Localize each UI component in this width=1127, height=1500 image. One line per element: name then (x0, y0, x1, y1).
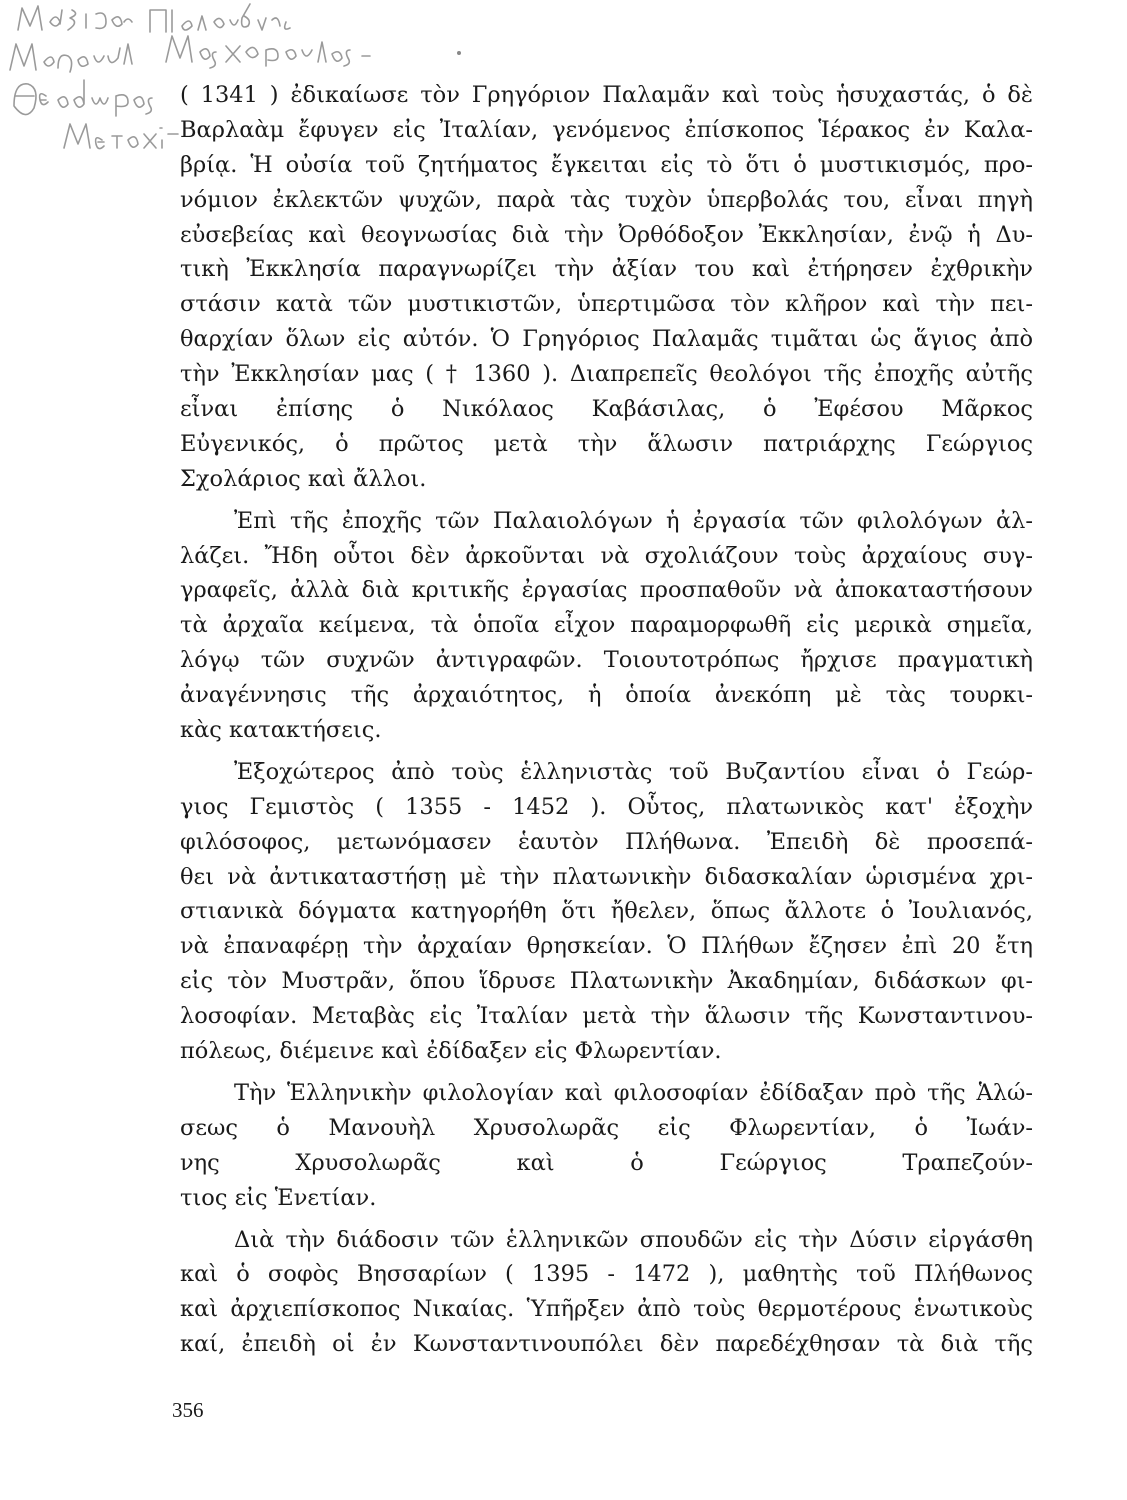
text-line: θαρχίαν ὅλων εἰς αὐτόν. Ὁ Γρηγόριος Παλαμᾶς τιμᾶται ὡς ἅγιος ἀπὸ (180, 326, 1033, 353)
text-line: νης Χρυσολωρᾶς καὶ ὁ Γεώργιος Τραπεζούν- (180, 1149, 1033, 1176)
text-line: τὰ ἀρχαῖα κείμενα, τὰ ὁποῖα εἶχον παραμορφωθῆ εἰς μερικὰ σημεῖα, (180, 612, 1033, 639)
text-line: καί, ἐπειδὴ οἱ ἐν Κωνσταντινουπόλει δὲν παρεδέχθησαν τὰ διὰ τῆς (180, 1331, 1033, 1358)
text-line: Εὐγενικός, ὁ πρῶτος μετὰ τὴν ἅλωσιν πατριάρχης Γεώργιος (180, 430, 1033, 457)
text-line: νόμιον ἐκλεκτῶν ψυχῶν, παρὰ τὰς τυχὸν ὑπερβολάς του, εἶναι πηγὴ (180, 186, 1033, 213)
text-line: ( 1341 ) ἐδικαίωσε τὸν Γρηγόριον Παλαμᾶν καὶ τοὺς ἡσυχαστάς, ὁ δὲ (180, 82, 1033, 108)
text-line: εὐσεβείας καὶ θεογνωσίας διὰ τὴν Ὀρθόδοξον Ἐκκλησίαν, ἐνῷ ἡ Δυ- (180, 221, 1033, 248)
text-line: στιανικὰ δόγματα κατηγορήθη ὅτι ἤθελεν, ὅπως ἄλλοτε ὁ Ἰουλιανός, (180, 898, 1033, 925)
text-line: κὰς κατακτήσεις. (180, 717, 382, 744)
text-line: λάζει. Ἤδη οὗτοι δὲν ἀρκοῦνται νὰ σχολιάζουν τοὺς ἀρχαίους συγ- (180, 542, 1033, 569)
text-line: Διὰ τὴν διάδοσιν τῶν ἑλληνικῶν σπουδῶν εἰς τὴν Δύσιν εἰργάσθη (234, 1226, 1033, 1253)
text-line: εἰς τὸν Μυστρᾶν, ὅπου ἵδρυσε Πλατωνικὴν Ἀκαδημίαν, διδάσκων φι- (180, 968, 1033, 995)
page-number: 356 (172, 1398, 204, 1422)
text-line: εἶναι ἐπίσης ὁ Νικόλαος Καβάσιλας, ὁ Ἐφέσου Μᾶρκος (180, 396, 1033, 423)
text-line: τικὴ Ἐκκλησία παραγνωρίζει τὴν ἀξίαν του καὶ ἐτήρησεν ἐχθρικὴν (180, 256, 1033, 283)
text-line: Τὴν Ἑλληνικὴν φιλολογίαν καὶ φιλοσοφίαν ἐδίδαξαν πρὸ τῆς Ἁλώ- (234, 1079, 1033, 1106)
text-line: Ἐπὶ τῆς ἐποχῆς τῶν Παλαιολόγων ἡ ἐργασία τῶν φιλολόγων ἀλ- (234, 507, 1033, 534)
text-line: Ἐξοχώτερος ἀπὸ τοὺς ἑλληνιστὰς τοῦ Βυζαντίου εἶναι ὁ Γεώρ- (234, 758, 1033, 785)
text-line: τιος εἰς Ἑνετίαν. (180, 1184, 377, 1211)
text-line: λόγῳ τῶν συχνῶν ἀντιγραφῶν. Τοιουτοτρόπως ἤρχισε πραγματικὴ (180, 647, 1033, 674)
print-speck (457, 51, 461, 55)
text-line: λοσοφίαν. Μεταβὰς εἰς Ἰταλίαν μετὰ τὴν ἅλωσιν τῆς Κωνσταντινου- (180, 1003, 1033, 1030)
text-line: θει νὰ ἀντικαταστήσῃ μὲ τὴν πλατωνικὴν διδασκαλίαν ὡρισμένα χρι- (180, 863, 1033, 890)
text-line: τὴν Ἐκκλησίαν μας ( † 1360 ). Διαπρεπεῖς θεολόγοι τῆς ἐποχῆς αὐτῆς (180, 361, 1033, 388)
text-line: καὶ ἀρχιεπίσκοπος Νικαίας. Ὑπῆρξεν ἀπὸ τοὺς θερμοτέρους ἑνωτικοὺς (180, 1296, 1033, 1323)
text-line: στάσιν κατὰ τῶν μυστικιστῶν, ὑπερτιμῶσα τὸν κλῆρον καὶ τὴν πει- (180, 291, 1033, 318)
text-line: πόλεως, διέμεινε καὶ ἐδίδαξεν εἰς Φλωρεντίαν. (180, 1038, 722, 1065)
text-line: καὶ ὁ σοφὸς Βησσαρίων ( 1395 - 1472 ), μαθητὴς τοῦ Πλήθωνος (180, 1261, 1033, 1288)
body-text (180, 78, 1033, 1362)
text-line: γραφεῖς, ἀλλὰ διὰ κριτικῆς ἐργασίας προσπαθοῦν νὰ ἀποκαταστήσουν (180, 577, 1033, 604)
text-line: Βαρλαὰμ ἔφυγεν εἰς Ἰταλίαν, γενόμενος ἐπίσκοπος Ἱέρακος ἐν Καλα- (180, 116, 1033, 143)
text-line: ἀναγέννησις τῆς ἀρχαιότητος, ἡ ὁποία ἀνεκόπη μὲ τὰς τουρκι- (180, 682, 1033, 709)
text-line: Σχολάριος καὶ ἄλλοι. (180, 465, 427, 492)
text-line: σεως ὁ Μανουὴλ Χρυσολωρᾶς εἰς Φλωρεντίαν, ὁ Ἰωάν- (180, 1114, 1033, 1141)
text-line: φιλόσοφος, μετωνόμασεν ἑαυτὸν Πλήθωνα. Ἐπειδὴ δὲ προσεπά- (180, 828, 1033, 855)
text-line: γιος Γεμιστὸς ( 1355 - 1452 ). Οὗτος, πλατωνικὸς κατ' ἐξοχὴν (180, 793, 1033, 820)
text-line: νὰ ἐπαναφέρῃ τὴν ἀρχαίαν θρησκείαν. Ὁ Πλήθων ἔζησεν ἐπὶ 20 ἔτη (180, 933, 1033, 960)
text-line: βρίᾳ. Ἡ οὐσία τοῦ ζητήματος ἔγκειται εἰς τὸ ὅτι ὁ μυστικισμός, προ- (180, 151, 1033, 178)
